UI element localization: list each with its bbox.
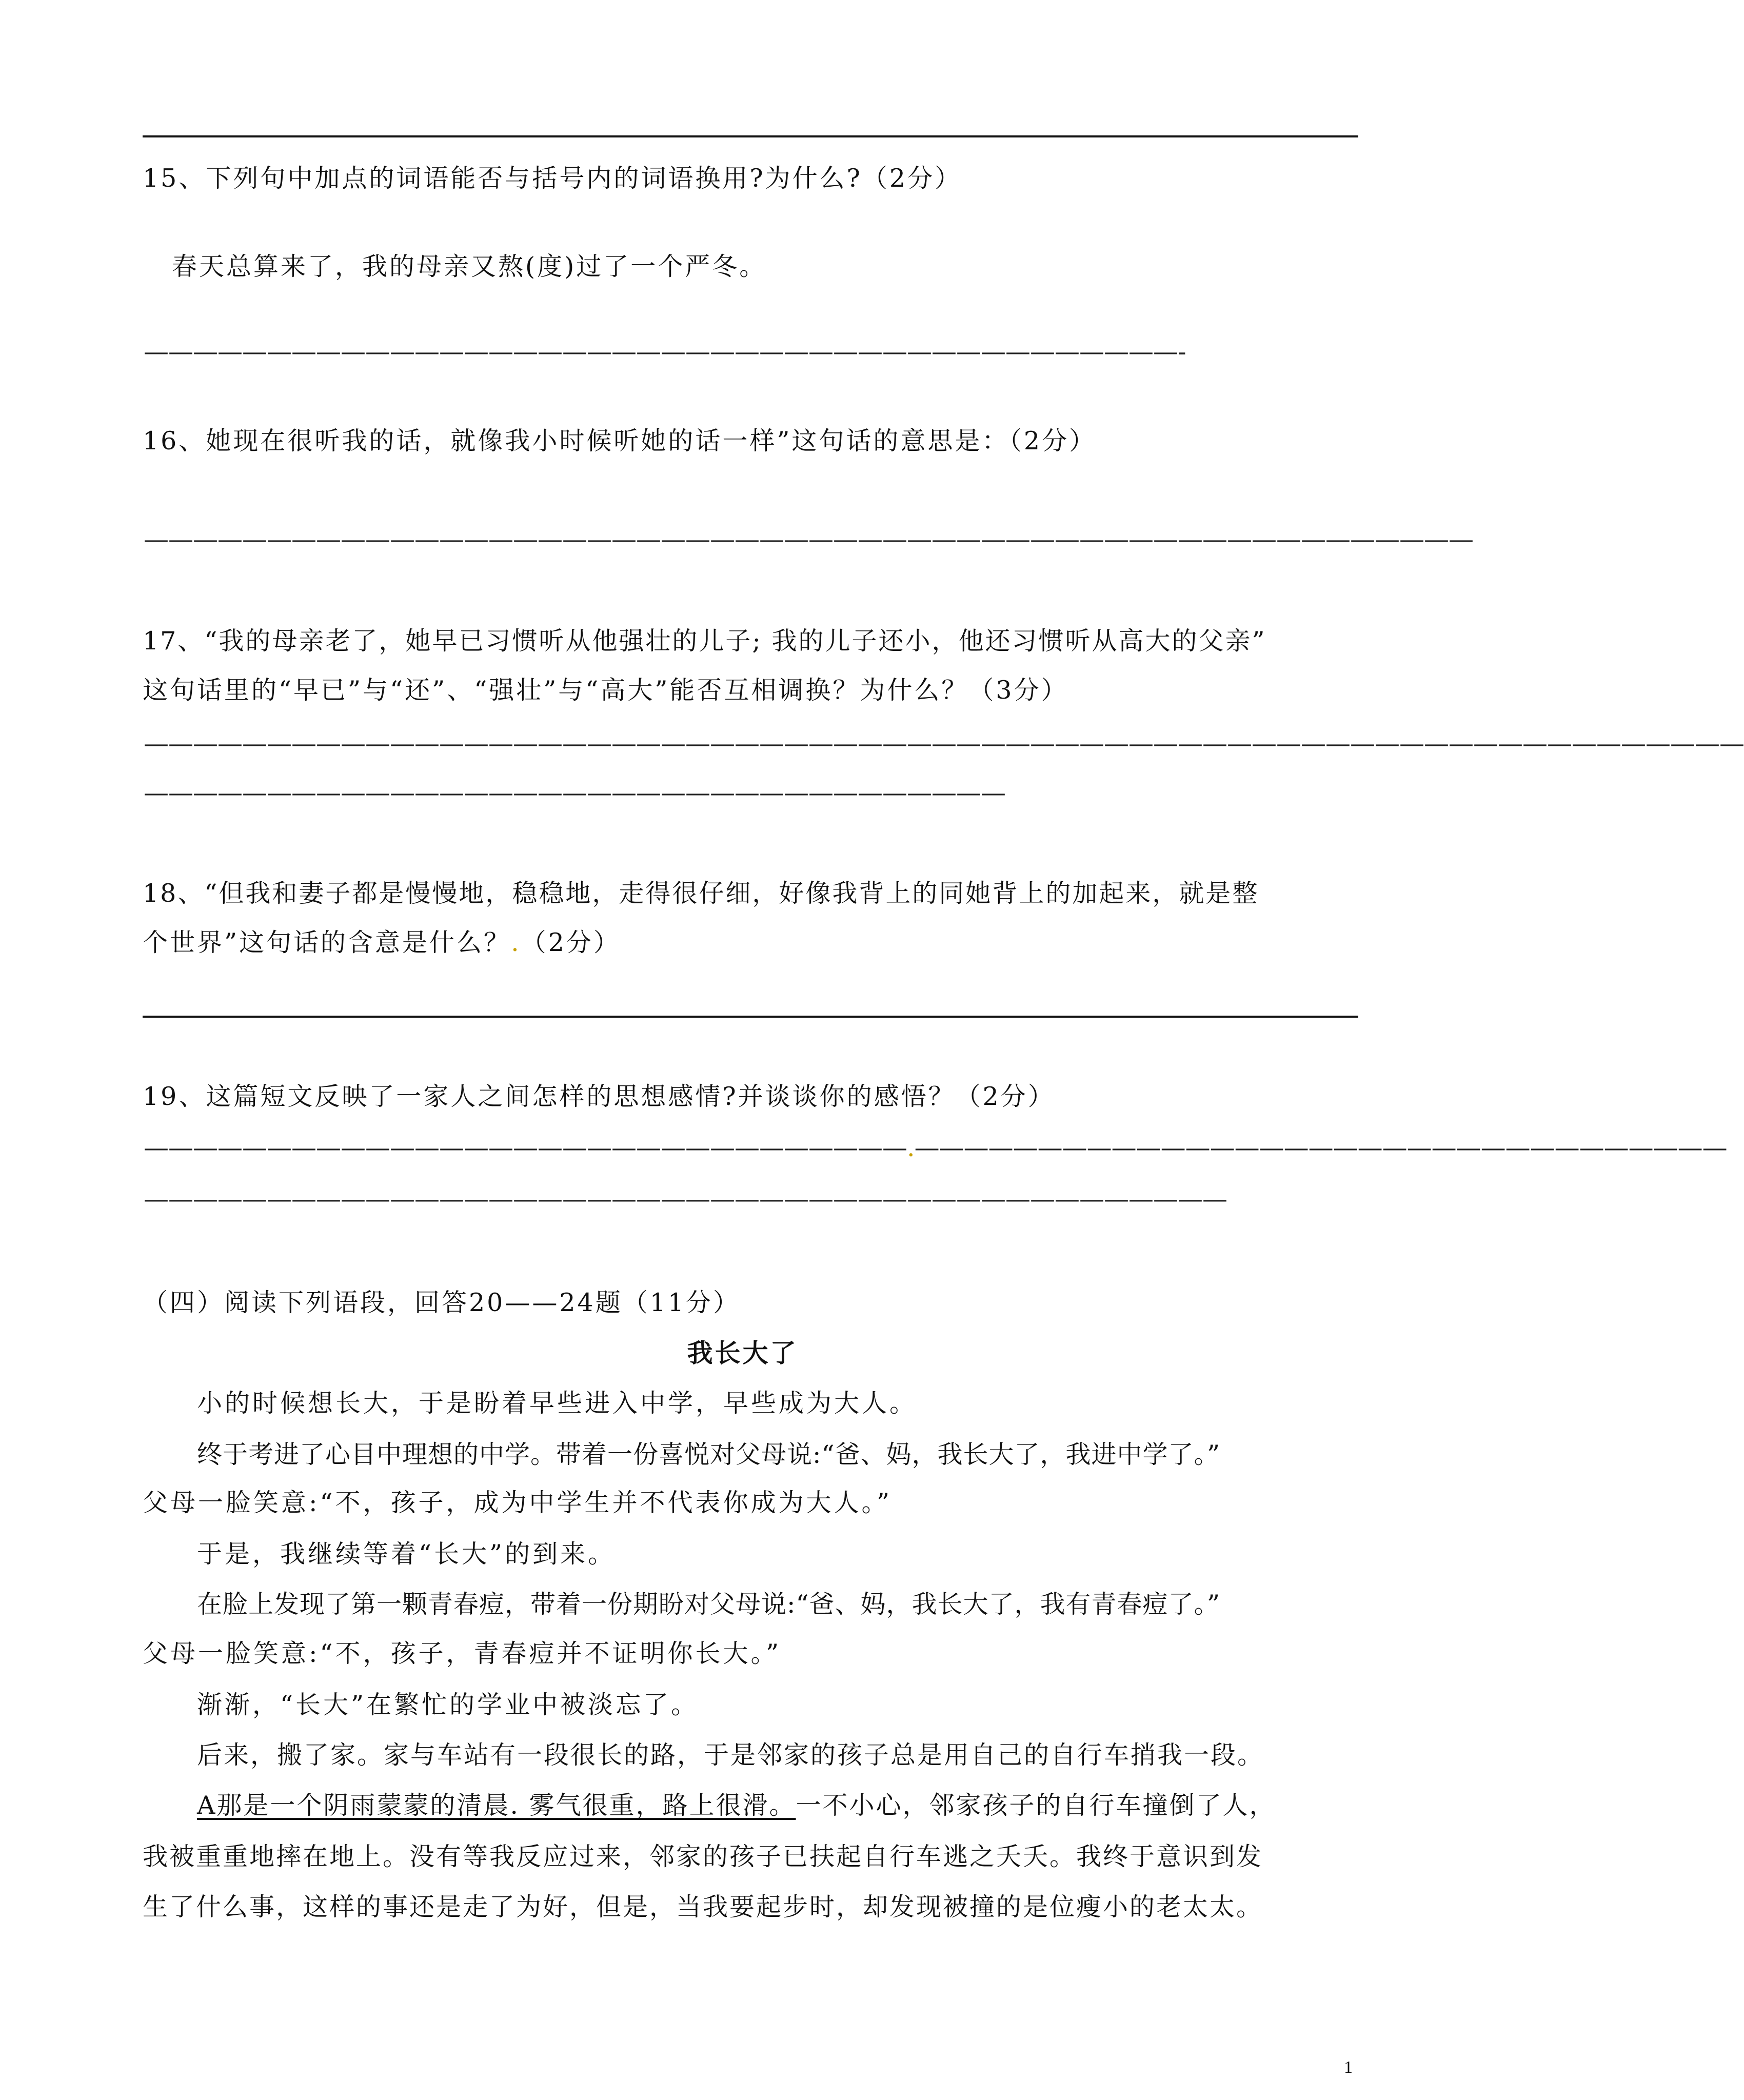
q17-prompt-line1: 17、“我的母亲老了，她早已习惯听从他强壮的儿子; 我的儿子还小，他还习惯听从高大的父亲” (143, 626, 1266, 656)
passage-p6: 后来，搬了家。家与车站有一段很长的路，于是邻家的孩子总是用自己的自行车捎我一段。 (197, 1740, 1264, 1770)
q17-prompt-line2: 这句话里的“早已”与“还”、“强壮”与“高大”能否互相调换？为什么？（3分） (143, 676, 1068, 705)
q19-answer-line1a: ——————————————————————————————— (144, 1133, 907, 1162)
passage-p1: 小的时候想长大，于是盼着早些进入中学，早些成为大人。 (197, 1389, 918, 1418)
passage-p7-line1 (197, 1790, 1276, 1821)
q16-prompt: 16、她现在很听我的话，就像我小时候听她的话一样”这句话的意思是：（2分） (143, 426, 1097, 455)
q15-prompt: 15、下列句中加点的词语能否与括号内的词语换用?为什么?（2分） (143, 164, 962, 193)
q18-prompt-line1: 18、“但我和妻子都是慢慢地，稳稳地，走得很仔细，好像我背上的同她背上的加起来，就是整 (143, 879, 1259, 908)
q15-answer-line[interactable]: ——————————————————————————————————————————- (144, 337, 1186, 366)
passage-p7-rest: 一不小心，邻家孩子的自行车撞倒了人， (796, 1791, 1276, 1820)
passage-title: 我长大了 (687, 1338, 798, 1368)
passage-p2-line1: 终于考进了心目中理想的中学。带着一份喜悦对父母说:“爸、妈，我长大了，我进中学了。” (197, 1440, 1221, 1469)
passage-p4-line2: 父母一脸笑意:“不，孩子，青春痘并不证明你长大。” (143, 1639, 782, 1668)
q18-mark: . (511, 928, 521, 957)
passage-p7-underlined: A那是一个阴雨蒙蒙的清晨. 雾气很重，路上很滑。 (197, 1791, 796, 1820)
q16-answer-line[interactable]: —————————————————————————————————————————————————————— (144, 525, 1473, 554)
q17-answer-line2[interactable]: ——————————————————————————————————— (144, 778, 1005, 807)
q15-sentence: 春天总算来了，我的母亲又熬(度)过了一个严冬。 (172, 252, 767, 281)
passage-p5: 渐渐，“长大”在繁忙的学业中被淡忘了。 (197, 1690, 699, 1719)
q17-answer-line1[interactable]: ————————————————————————————————————————————————————————————————— (144, 729, 1744, 758)
q18-points: （2分） (521, 928, 621, 957)
q18-answer-rule[interactable] (143, 1016, 1358, 1018)
top-divider (143, 135, 1358, 137)
q19-answer-line1b: ————————————————————————————————— (914, 1133, 1727, 1162)
passage-p7-line2: 我被重重地摔在地上。没有等我反应过来，邻家的孩子已扶起自行车逃之夭夭。我终于意识到发 (143, 1842, 1263, 1871)
page-number: 1 (1344, 2058, 1353, 2077)
q19-mark: . (907, 1133, 915, 1162)
q19-answer-line1[interactable] (144, 1133, 1727, 1162)
passage-p4-line1: 在脸上发现了第一颗青春痘，带着一份期盼对父母说:“爸、妈，我长大了，我有青春痘了。” (197, 1590, 1221, 1619)
q19-prompt: 19、这篇短文反映了一家人之间怎样的思想感情?并谈谈你的感悟？（2分） (143, 1082, 1055, 1111)
passage-p3: 于是，我继续等着“长大”的到来。 (197, 1539, 616, 1569)
passage-p2-line2: 父母一脸笑意:“不，孩子，成为中学生并不代表你成为大人。” (143, 1488, 893, 1517)
q18-prompt-text: 个世界”这句话的含意是什么？ (143, 928, 511, 957)
q18-prompt-line2 (143, 927, 621, 958)
passage-p7-line3: 生了什么事，这样的事还是走了为好，但是，当我要起步时，却发现被撞的是位瘦小的老太太。 (143, 1892, 1263, 1921)
q19-answer-line2[interactable]: ———————————————————————————————————————————— (144, 1184, 1227, 1214)
section4-heading: （四）阅读下列语段，回答20——24题（11分） (143, 1288, 741, 1317)
